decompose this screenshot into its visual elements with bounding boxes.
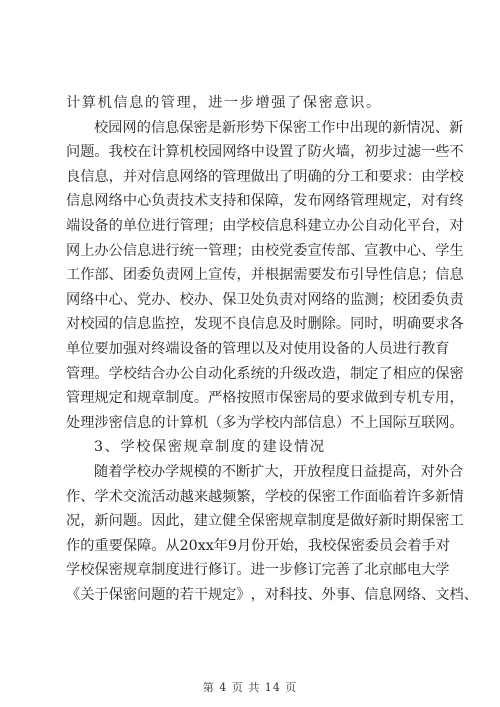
body-text [66,91,478,607]
text-line: 作 的 重 要 保 障 。 从 2 0 x x 年 9 月 份 开 始 ， 我 校 保 密 委 员 会 着 手 对 [66,537,450,554]
text-line: 管 理 规 定 和 规 章 制 度 。 严 格 按 照 市 保 密 局 的 要 求 做 到 专 机 专 用 ， [66,390,464,407]
text-line: 端 设 备 的 单 位 进 行 管 理 ； 由 学 校 信 息 科 建 立 办 公 自 动 化 平 台 ， 对 [66,217,464,234]
text-line: 随 着 学 校 办 学 规 模 的 不 断 扩 大 ， 开 放 程 度 日 益 提 高 ， 对 外 合 [94,463,464,480]
text-line: 计算机信息的管理，进一步增强了保密意识。 [66,95,382,111]
text-line: 单 位 要 加 强 对 终 端 设 备 的 管 理 以 及 对 使 用 设 备 的 人 员 进 行 教 育 [66,340,450,357]
page-footer: 第 4 页 共 14 页 [202,681,298,694]
text-line: 况 ， 新 问 题 。 因 此 ， 建 立 健 全 保 密 规 章 制 度 是 做 好 新 时 期 保 密 工 [66,513,464,530]
text-line: 网 络 中 心 、 党 办 、 校 办 、 保 卫 处 负 责 对 网 络 的 监 测 ； 校 团 委 负 责 [66,291,464,308]
text-line: 校 园 网 的 信 息 保 密 是 新 形 势 下 保 密 工 作 中 出 现 的 新 情 况 、 新 [94,119,464,136]
text-line: 学 校 保 密 规 章 制 度 进 行 修 订 。 进 一 步 修 订 完 善 了 北 京 邮 电 大 学 [66,562,450,579]
text-line: 《 关 于 保 密 问 题 的 若 干 规 定 》 ， 对 科 技 、 外 事 、 信 息 网 络 、 文 档 、 [66,586,478,603]
text-line: 工 作 部 、 团 委 负 责 网 上 宣 传 ， 并 根 据 需 要 发 布 引 导 性 信 息 ； 信 息 [66,267,464,284]
text-line: 处 理 涉 密 信 息 的 计 算 机 （ 多 为 学 校 内 部 信 息 ） 不 上 国 际 互 联 网 。 [66,414,464,431]
text-line: 信 息 网 络 中 心 负 责 技 术 支 持 和 保 障 ， 发 布 网 络 管 理 规 定 ， 对 有 终 [66,193,464,210]
text-line: 对 校 园 的 信 息 监 控 ， 发 现 不 良 信 息 及 时 删 除 。 同 时 ， 明 确 要 求 各 [66,316,464,333]
text-line: 作 、 学 术 交 流 活 动 越 来 越 频 繁 ， 学 校 的 保 密 工 作 面 临 着 许 多 新 情 [66,488,464,505]
text-line: 网 上 办 公 信 息 进 行 统 一 管 理 ； 由 校 党 委 宣 传 部 、 宣 教 中 心 、 学 生 [66,242,464,259]
text-line: 问 题 。 我 校 在 计 算 机 校 园 网 络 中 设 置 了 防 火 墙 ， 初 步 过 滤 一 些 不 [66,144,464,161]
text-line: 3、学校保密规章制度的建设情况 [94,439,326,456]
text-line: 管 理 。 学 校 结 合 办 公 自 动 化 系 统 的 升 级 改 造 ， 制 定 了 相 应 的 保 密 [66,365,464,382]
text-line: 良 信 息 ， 并 对 信 息 网 络 的 管 理 做 出 了 明 确 的 分 工 和 要 求 ： 由 学 校 [66,168,464,185]
